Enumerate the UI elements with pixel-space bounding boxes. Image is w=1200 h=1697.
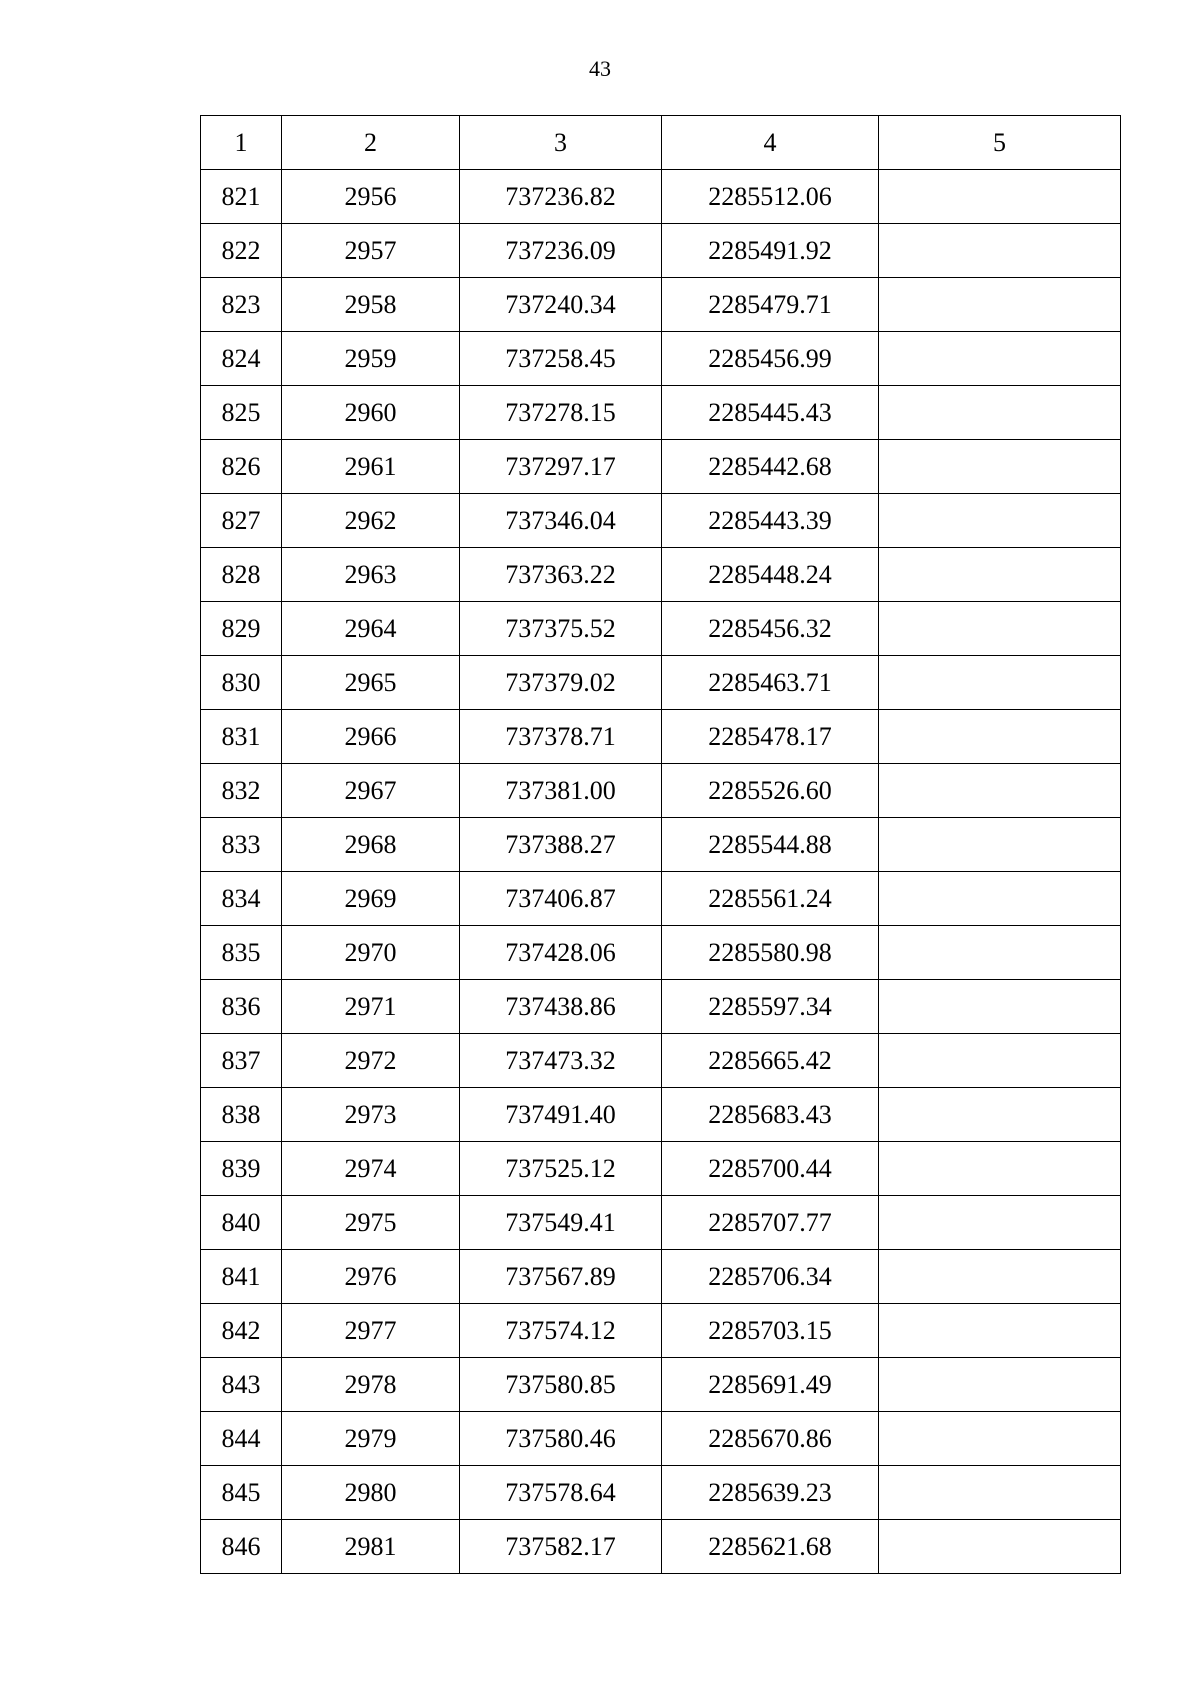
column-header: 3 — [460, 116, 662, 170]
point-number-cell: 832 — [201, 764, 282, 818]
y-coordinate-cell: 2285639.23 — [662, 1466, 879, 1520]
table-row — [201, 764, 1121, 818]
table-row — [201, 818, 1121, 872]
x-coordinate-cell: 737236.09 — [460, 224, 662, 278]
point-id-cell: 2960 — [282, 386, 460, 440]
table-row — [201, 1250, 1121, 1304]
point-id-cell: 2976 — [282, 1250, 460, 1304]
x-coordinate-cell: 737567.89 — [460, 1250, 662, 1304]
column-header: 1 — [201, 116, 282, 170]
note-cell — [879, 1142, 1121, 1196]
note-cell — [879, 1034, 1121, 1088]
x-coordinate-cell: 737363.22 — [460, 548, 662, 602]
point-number-cell: 829 — [201, 602, 282, 656]
point-number-cell: 844 — [201, 1412, 282, 1466]
point-id-cell: 2975 — [282, 1196, 460, 1250]
note-cell — [879, 386, 1121, 440]
point-id-cell: 2959 — [282, 332, 460, 386]
point-number-cell: 833 — [201, 818, 282, 872]
x-coordinate-cell: 737240.34 — [460, 278, 662, 332]
note-cell — [879, 710, 1121, 764]
note-cell — [879, 764, 1121, 818]
point-id-cell: 2970 — [282, 926, 460, 980]
x-coordinate-cell: 737438.86 — [460, 980, 662, 1034]
y-coordinate-cell: 2285683.43 — [662, 1088, 879, 1142]
x-coordinate-cell: 737580.85 — [460, 1358, 662, 1412]
point-id-cell: 2956 — [282, 170, 460, 224]
point-id-cell: 2962 — [282, 494, 460, 548]
point-number-cell: 824 — [201, 332, 282, 386]
x-coordinate-cell: 737278.15 — [460, 386, 662, 440]
table-row — [201, 1088, 1121, 1142]
x-coordinate-cell: 737580.46 — [460, 1412, 662, 1466]
note-cell — [879, 224, 1121, 278]
point-number-cell: 836 — [201, 980, 282, 1034]
point-number-cell: 822 — [201, 224, 282, 278]
note-cell — [879, 548, 1121, 602]
page-number: 43 — [589, 56, 611, 81]
y-coordinate-cell: 2285526.60 — [662, 764, 879, 818]
y-coordinate-cell: 2285442.68 — [662, 440, 879, 494]
point-number-cell: 841 — [201, 1250, 282, 1304]
point-id-cell: 2958 — [282, 278, 460, 332]
point-number-cell: 845 — [201, 1466, 282, 1520]
x-coordinate-cell: 737428.06 — [460, 926, 662, 980]
table-row — [201, 1466, 1121, 1520]
y-coordinate-cell: 2285691.49 — [662, 1358, 879, 1412]
coordinates-table — [200, 115, 1121, 1574]
y-coordinate-cell: 2285703.15 — [662, 1304, 879, 1358]
note-cell — [879, 980, 1121, 1034]
note-cell — [879, 1520, 1121, 1574]
x-coordinate-cell: 737258.45 — [460, 332, 662, 386]
point-id-cell: 2977 — [282, 1304, 460, 1358]
point-number-cell: 830 — [201, 656, 282, 710]
note-cell — [879, 1250, 1121, 1304]
point-number-cell: 837 — [201, 1034, 282, 1088]
y-coordinate-cell: 2285561.24 — [662, 872, 879, 926]
x-coordinate-cell: 737406.87 — [460, 872, 662, 926]
table-row — [201, 710, 1121, 764]
point-id-cell: 2972 — [282, 1034, 460, 1088]
point-id-cell: 2961 — [282, 440, 460, 494]
y-coordinate-cell: 2285707.77 — [662, 1196, 879, 1250]
table-row — [201, 980, 1121, 1034]
point-id-cell: 2971 — [282, 980, 460, 1034]
point-id-cell: 2964 — [282, 602, 460, 656]
y-coordinate-cell: 2285456.32 — [662, 602, 879, 656]
note-cell — [879, 656, 1121, 710]
point-id-cell: 2973 — [282, 1088, 460, 1142]
table-row — [201, 602, 1121, 656]
y-coordinate-cell: 2285544.88 — [662, 818, 879, 872]
point-id-cell: 2974 — [282, 1142, 460, 1196]
table-row — [201, 926, 1121, 980]
table-row — [201, 1196, 1121, 1250]
note-cell — [879, 602, 1121, 656]
point-id-cell: 2957 — [282, 224, 460, 278]
table-row — [201, 656, 1121, 710]
table-row — [201, 224, 1121, 278]
point-number-cell: 840 — [201, 1196, 282, 1250]
point-number-cell: 834 — [201, 872, 282, 926]
note-cell — [879, 170, 1121, 224]
point-id-cell: 2978 — [282, 1358, 460, 1412]
y-coordinate-cell: 2285670.86 — [662, 1412, 879, 1466]
x-coordinate-cell: 737375.52 — [460, 602, 662, 656]
note-cell — [879, 494, 1121, 548]
point-number-cell: 825 — [201, 386, 282, 440]
table-row — [201, 440, 1121, 494]
table-row — [201, 1358, 1121, 1412]
note-cell — [879, 278, 1121, 332]
table-body — [201, 116, 1121, 1574]
x-coordinate-cell: 737582.17 — [460, 1520, 662, 1574]
table-row — [201, 872, 1121, 926]
y-coordinate-cell: 2285621.68 — [662, 1520, 879, 1574]
point-id-cell: 2965 — [282, 656, 460, 710]
x-coordinate-cell: 737381.00 — [460, 764, 662, 818]
table-row — [201, 170, 1121, 224]
note-cell — [879, 1196, 1121, 1250]
y-coordinate-cell: 2285463.71 — [662, 656, 879, 710]
point-id-cell: 2969 — [282, 872, 460, 926]
note-cell — [879, 1088, 1121, 1142]
x-coordinate-cell: 737473.32 — [460, 1034, 662, 1088]
point-id-cell: 2979 — [282, 1412, 460, 1466]
point-id-cell: 2968 — [282, 818, 460, 872]
x-coordinate-cell: 737346.04 — [460, 494, 662, 548]
note-cell — [879, 872, 1121, 926]
point-number-cell: 826 — [201, 440, 282, 494]
y-coordinate-cell: 2285700.44 — [662, 1142, 879, 1196]
point-number-cell: 843 — [201, 1358, 282, 1412]
table-row — [201, 332, 1121, 386]
table-row — [201, 494, 1121, 548]
x-coordinate-cell: 737574.12 — [460, 1304, 662, 1358]
y-coordinate-cell: 2285491.92 — [662, 224, 879, 278]
y-coordinate-cell: 2285706.34 — [662, 1250, 879, 1304]
y-coordinate-cell: 2285665.42 — [662, 1034, 879, 1088]
x-coordinate-cell: 737297.17 — [460, 440, 662, 494]
table-row — [201, 278, 1121, 332]
table-row — [201, 1304, 1121, 1358]
y-coordinate-cell: 2285445.43 — [662, 386, 879, 440]
point-number-cell: 828 — [201, 548, 282, 602]
note-cell — [879, 1412, 1121, 1466]
table-row — [201, 548, 1121, 602]
point-number-cell: 827 — [201, 494, 282, 548]
x-coordinate-cell: 737578.64 — [460, 1466, 662, 1520]
table-row — [201, 1034, 1121, 1088]
point-number-cell: 835 — [201, 926, 282, 980]
table-row — [201, 1520, 1121, 1574]
point-id-cell: 2963 — [282, 548, 460, 602]
note-cell — [879, 818, 1121, 872]
point-number-cell: 831 — [201, 710, 282, 764]
point-number-cell: 838 — [201, 1088, 282, 1142]
point-number-cell: 846 — [201, 1520, 282, 1574]
y-coordinate-cell: 2285512.06 — [662, 170, 879, 224]
point-id-cell: 2980 — [282, 1466, 460, 1520]
y-coordinate-cell: 2285443.39 — [662, 494, 879, 548]
y-coordinate-cell: 2285478.17 — [662, 710, 879, 764]
y-coordinate-cell: 2285597.34 — [662, 980, 879, 1034]
y-coordinate-cell: 2285580.98 — [662, 926, 879, 980]
table-row — [201, 1412, 1121, 1466]
note-cell — [879, 926, 1121, 980]
point-number-cell: 821 — [201, 170, 282, 224]
x-coordinate-cell: 737236.82 — [460, 170, 662, 224]
point-number-cell: 839 — [201, 1142, 282, 1196]
x-coordinate-cell: 737378.71 — [460, 710, 662, 764]
point-number-cell: 842 — [201, 1304, 282, 1358]
y-coordinate-cell: 2285456.99 — [662, 332, 879, 386]
column-header: 2 — [282, 116, 460, 170]
table-row — [201, 386, 1121, 440]
point-id-cell: 2966 — [282, 710, 460, 764]
x-coordinate-cell: 737388.27 — [460, 818, 662, 872]
point-id-cell: 2981 — [282, 1520, 460, 1574]
point-number-cell: 823 — [201, 278, 282, 332]
table-header-row — [201, 116, 1121, 170]
x-coordinate-cell: 737379.02 — [460, 656, 662, 710]
x-coordinate-cell: 737491.40 — [460, 1088, 662, 1142]
x-coordinate-cell: 737549.41 — [460, 1196, 662, 1250]
note-cell — [879, 440, 1121, 494]
point-id-cell: 2967 — [282, 764, 460, 818]
x-coordinate-cell: 737525.12 — [460, 1142, 662, 1196]
table-row — [201, 1142, 1121, 1196]
note-cell — [879, 1358, 1121, 1412]
note-cell — [879, 1304, 1121, 1358]
note-cell — [879, 1466, 1121, 1520]
note-cell — [879, 332, 1121, 386]
column-header: 4 — [662, 116, 879, 170]
y-coordinate-cell: 2285448.24 — [662, 548, 879, 602]
column-header: 5 — [879, 116, 1121, 170]
y-coordinate-cell: 2285479.71 — [662, 278, 879, 332]
